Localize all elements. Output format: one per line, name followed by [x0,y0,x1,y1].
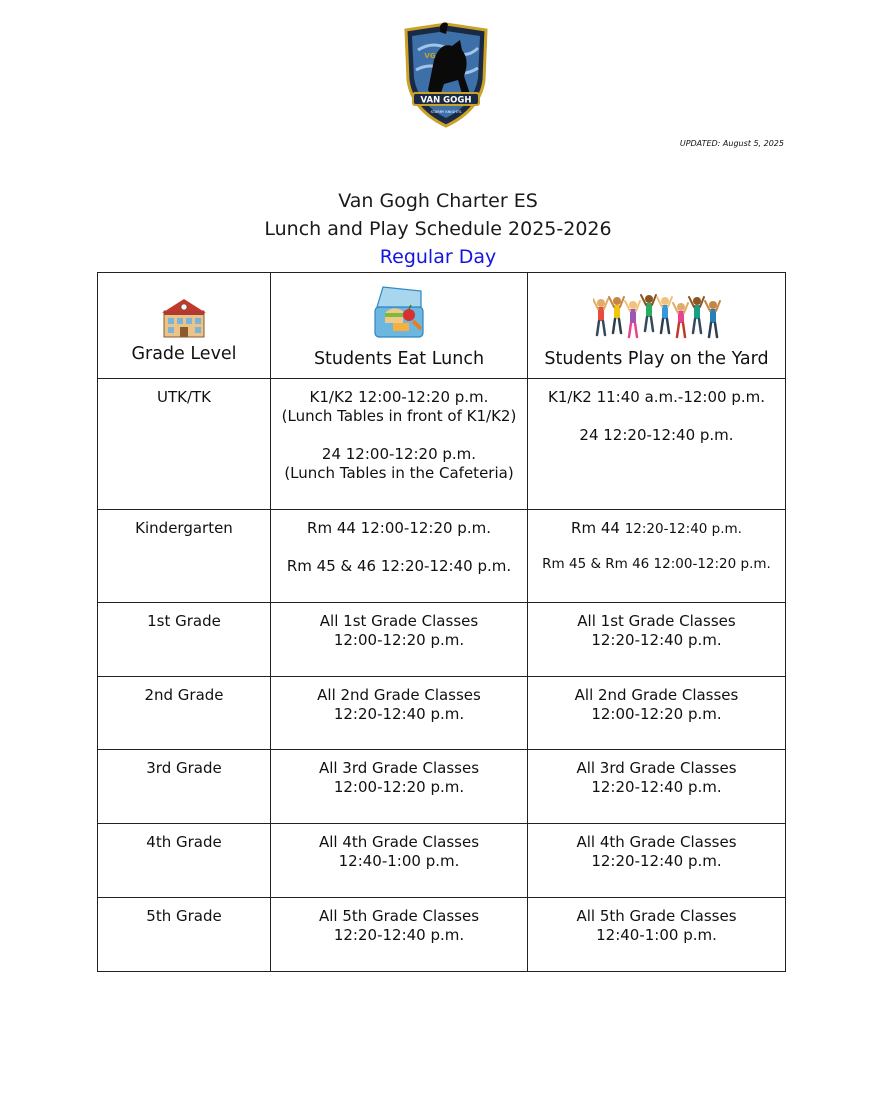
lunch-line: 12:20-12:40 p.m. [333,705,465,723]
lunch-line: 12:00-12:20 p.m. [333,631,465,649]
lunch-cell [271,750,528,824]
table-row [98,379,786,510]
lunch-line: (Lunch Tables in the Cafeteria) [284,464,514,482]
lunch-line: All 5th Grade Classes [318,907,480,925]
lunch-line: All 2nd Grade Classes [317,686,481,704]
lunch-cell [271,824,528,898]
lunch-line: 12:40-1:00 p.m. [338,852,460,870]
grade-cell: 3rd Grade [98,750,271,824]
play-line: 24 12:20-12:40 p.m. [579,426,734,444]
play-line: 12:00-12:20 p.m. [591,705,722,723]
school-logo [400,20,492,130]
play-line: 12:20-12:40 p.m. [591,631,722,649]
students-play-label: Students Play on the Yard [544,349,769,369]
play-line: All 5th Grade Classes [576,907,737,925]
grade-cell: 1st Grade [98,603,271,677]
lunch-cell [271,379,528,510]
lunch-line: 12:20-12:40 p.m. [333,926,465,944]
lunch-line: Rm 44 12:00-12:20 p.m. [307,519,491,537]
lunch-cell [271,510,528,603]
students-eat-lunch-header [271,273,528,379]
lunch-line: 24 12:00-12:20 p.m. [321,445,477,463]
grade-cell: Kindergarten [98,510,271,603]
grade-cell: 4th Grade [98,824,271,898]
table-row [98,750,786,824]
play-line: All 1st Grade Classes [577,612,736,630]
students-eat-lunch-label: Students Eat Lunch [313,349,485,369]
lunch-cell [271,898,528,972]
play-cell [528,750,786,824]
play-cell [528,677,786,750]
lunch-line: All 4th Grade Classes [318,833,480,851]
table-row [98,510,786,603]
play-line: 12:40-1:00 p.m. [596,926,717,944]
play-line: Rm 45 & Rm 46 12:00-12:20 p.m. [542,556,771,572]
play-line: All 4th Grade Classes [576,833,737,851]
logo-initials-text: VG [424,52,436,60]
title-block [0,187,876,271]
students-play-header [528,273,786,379]
play-cell [528,603,786,677]
play-cell [528,379,786,510]
play-line: All 2nd Grade Classes [574,686,739,704]
grade-level-label: Grade Level [131,344,237,364]
knight-shield-icon [400,20,492,130]
schedule-table [97,272,786,972]
grade-cell: UTK/TK [98,379,271,510]
play-line: 12:20-12:40 p.m. [591,852,722,870]
play-line: 12:20-12:40 p.m. [591,778,722,796]
lunch-line: All 1st Grade Classes [319,612,479,630]
play-room-prefix: Rm 44 [571,519,620,537]
play-line [528,519,785,539]
table-row [98,898,786,972]
logo-name-text: VAN GOGH [420,95,472,106]
play-time: 12:20-12:40 p.m. [624,521,742,537]
lunchbox-icon [271,283,527,341]
lunch-line: All 3rd Grade Classes [318,759,480,777]
play-cell [528,898,786,972]
lunch-line: K1/K2 12:00-12:20 p.m. [309,388,489,406]
school-building-icon [98,295,270,339]
table-header-row [98,273,786,379]
play-cell [528,824,786,898]
lunch-line: Rm 45 & 46 12:20-12:40 p.m. [286,557,512,575]
regular-day-subtitle: Regular Day [379,246,497,268]
updated-date: UPDATED: August 5, 2025 [679,139,784,148]
grade-level-header [98,273,271,379]
schedule-title: Lunch and Play Schedule 2025-2026 [264,218,612,240]
table-row [98,677,786,750]
lunch-line: 12:00-12:20 p.m. [333,778,465,796]
grade-cell: 2nd Grade [98,677,271,750]
school-name-title: Van Gogh Charter ES [338,190,538,212]
play-line: All 3rd Grade Classes [576,759,737,777]
table-row [98,603,786,677]
play-cell [528,510,786,603]
lunch-line: (Lunch Tables in front of K1/K2) [281,407,517,425]
kids-jumping-icon [528,291,785,341]
play-line: K1/K2 11:40 a.m.-12:00 p.m. [548,388,765,406]
logo-tagline-text: STARRY KNIGHTS [430,110,462,114]
lunch-cell [271,677,528,750]
lunch-cell [271,603,528,677]
grade-cell: 5th Grade [98,898,271,972]
table-row [98,824,786,898]
